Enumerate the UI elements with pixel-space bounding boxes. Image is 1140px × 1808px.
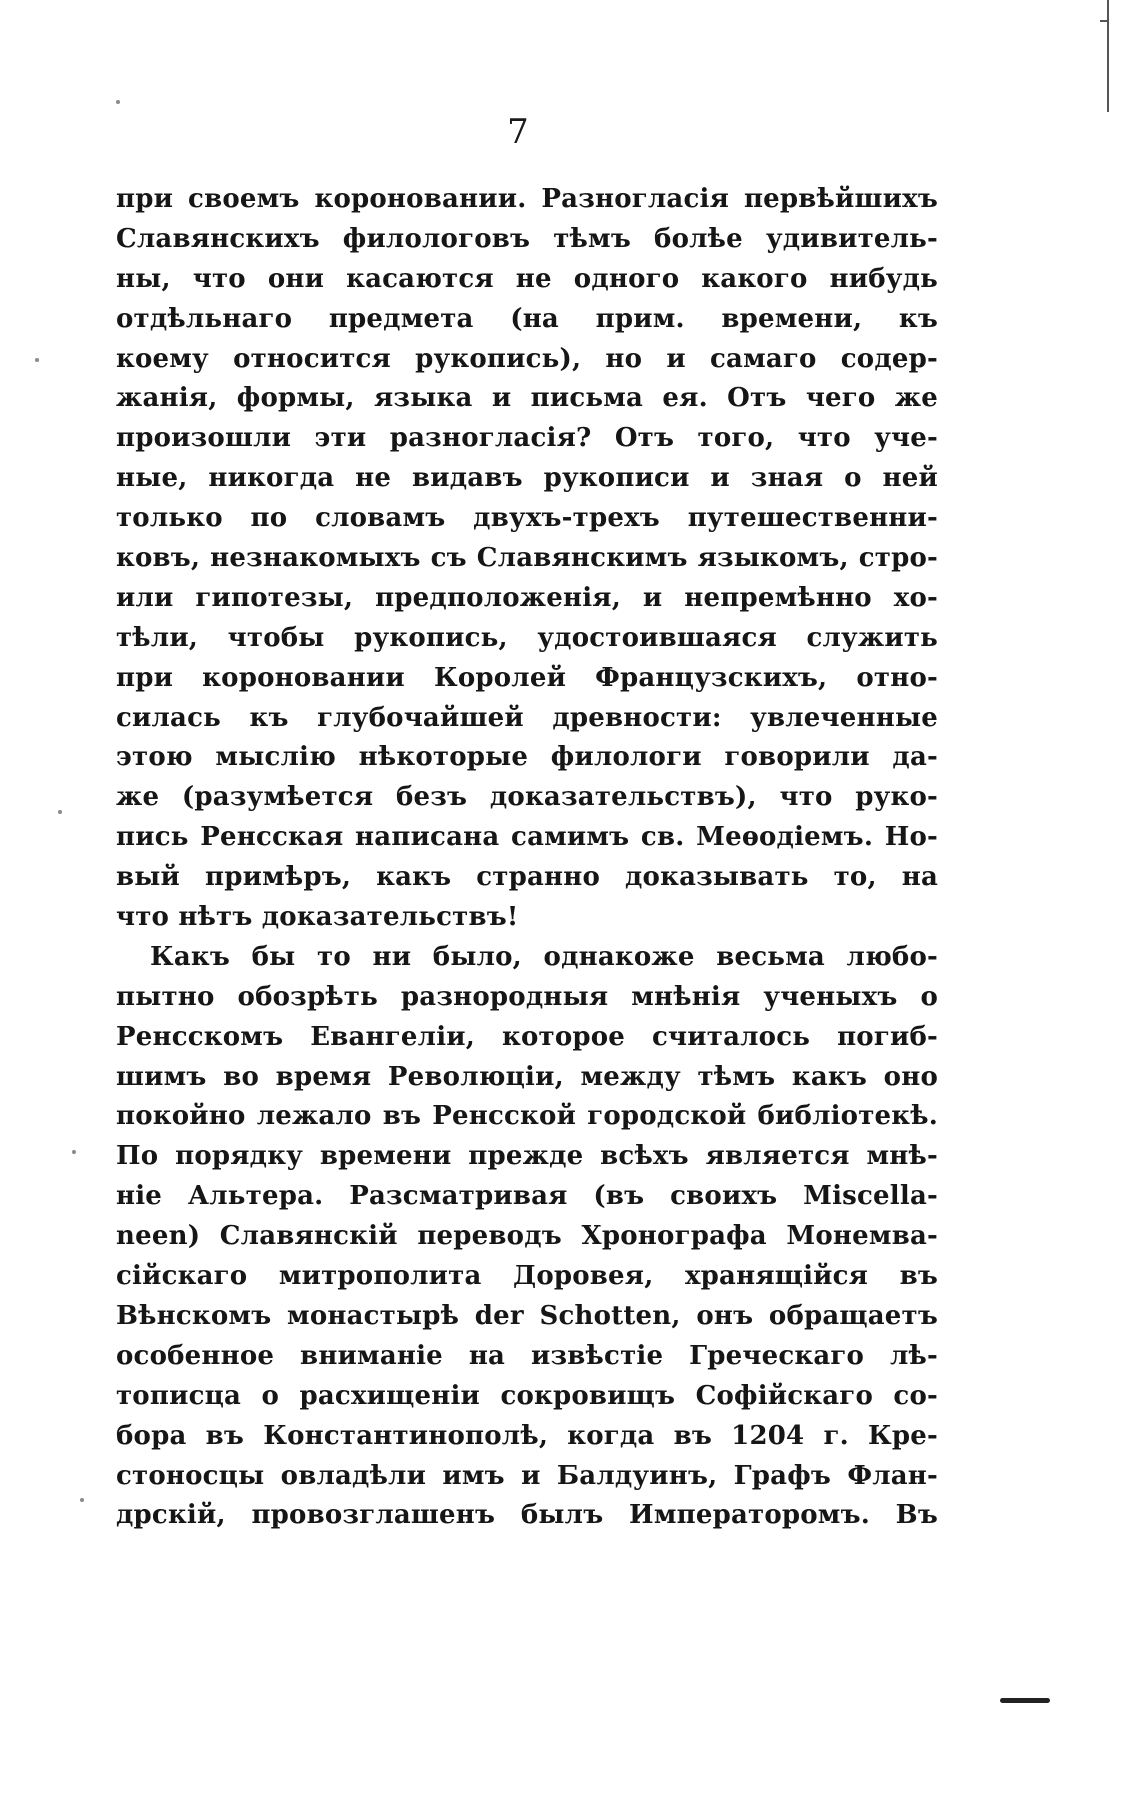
scan-speck <box>116 100 120 104</box>
body-text <box>116 180 938 1536</box>
text-line: покойно лежало въ Ренсской городской библіотекѣ. <box>116 1101 938 1132</box>
text-line: только по словамъ двухъ-трехъ путешественни- <box>116 503 938 534</box>
paragraph-2 <box>116 938 938 1536</box>
text-line: ніе Альтера. Разсматривая (въ своихъ Miscella- <box>116 1181 938 1212</box>
text-line: отдѣльнаго предмета (на прим. времени, къ <box>116 303 938 334</box>
text-line: при своемъ короновании. Разногласія первѣйшихъ <box>116 184 938 214</box>
text-line: ковъ, незнакомыхъ съ Славянскимъ языкомъ, стро- <box>116 543 938 574</box>
text-line: Вѣнскомъ монастырѣ der Schotten, онъ обращаетъ <box>116 1300 938 1331</box>
scan-edge-tick <box>1100 20 1108 22</box>
paragraph-1 <box>116 180 938 938</box>
scan-speck <box>35 358 39 362</box>
text-line: ные, никогда не видавъ рукописи и зная о ней <box>116 463 938 494</box>
scan-speck <box>80 1498 84 1502</box>
text-line: или гипотезы, предположенія, и непремѣнно хо- <box>116 582 938 613</box>
text-line: этою мыслію нѣкоторые филологи говорили да- <box>116 742 938 773</box>
text-line: дрскій, провозглашенъ былъ Императоромъ. Въ <box>116 1500 938 1531</box>
text-line: особенное вниманіе на извѣстіе Греческаго лѣ- <box>116 1340 938 1371</box>
text-line: тописца о расхищеніи сокровищъ Софійскаго со- <box>116 1380 938 1411</box>
text-line: Ренсскомъ Евангеліи, которое считалось погиб- <box>116 1021 938 1052</box>
scan-speck <box>72 1150 76 1154</box>
text-line: По порядку времени прежде всѣхъ является мнѣ- <box>116 1141 938 1172</box>
text-line: что нѣтъ доказательствъ! <box>116 902 519 933</box>
text-line: тѣли, чтобы рукопись, удостоившаяся служить <box>116 622 938 653</box>
text-line: силась къ глубочайшей древности: увлеченные <box>116 702 938 733</box>
page-number: 7 <box>507 112 529 152</box>
text-line: же (разумѣется безъ доказательствъ), что руко- <box>116 782 938 813</box>
text-line: сійскаго митрополита Доровея, хранящійся въ <box>116 1261 938 1292</box>
text-line: пытно обозрѣть разнородныя мнѣнія ученыхъ о <box>116 981 938 1012</box>
text-line: шимъ во время Революціи, между тѣмъ какъ оно <box>116 1061 938 1092</box>
scan-speck <box>58 810 62 814</box>
text-line: стоносцы овладѣли имъ и Балдуинъ, Графъ Флан- <box>116 1460 938 1491</box>
text-line: Какъ бы то ни было, однакоже весьма любо- <box>150 941 938 972</box>
text-line: жанія, формы, языка и письма ея. Отъ чего же <box>116 383 938 414</box>
text-line: Славянскихъ филологовъ тѣмъ болѣе удивитель- <box>116 223 938 254</box>
bottom-ink-mark <box>1000 1698 1050 1703</box>
scan-edge-line <box>1107 0 1109 112</box>
text-line: ны, что они касаются не одного какого нибудь <box>116 263 938 294</box>
text-line: вый примѣръ, какъ странно доказывать то, на <box>116 862 938 893</box>
text-line: бора въ Константинополѣ, когда въ 1204 г. Кре- <box>116 1420 938 1451</box>
text-line: пись Ренсская написана самимъ св. Меѳодіемъ. Но- <box>116 822 938 853</box>
text-line: при короновании Королей Французскихъ, отно- <box>116 662 938 693</box>
text-line: neen) Славянскій переводъ Хронографа Монемва- <box>116 1221 938 1252</box>
text-line: коему относится рукопись), но и самаго содер- <box>116 343 938 374</box>
text-line: произошли эти разногласія? Отъ того, что уче- <box>116 423 938 454</box>
